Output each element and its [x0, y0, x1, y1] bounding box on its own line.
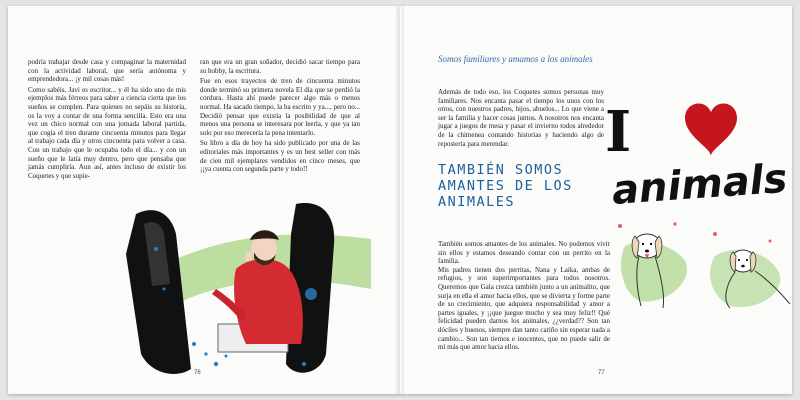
paragraph: ran que era un gran soñador, decidió sacar tiempo para su hobby, la escritura.: [200, 58, 360, 75]
heart-icon: [685, 103, 737, 156]
page-number: 77: [598, 370, 605, 376]
section-subtitle: Somos familiares y amamos a los animales: [438, 54, 593, 64]
section-title: TAMBIÉN SOMOS AMANTES DE LOS ANIMALES: [438, 162, 573, 210]
paragraph: podría trabajar desde casa y compaginar la maternidad con la actividad laboral, que sería autónoma y emprendedora... ¡y mil cosas más!: [28, 58, 186, 84]
paragraph: Como sabéis, Javi es escritor... y él ha sido uno de mis ejemplos más férreos para saber a ciencia cierta que los sueños se cumplen. Para quienes no sepáis su historia, os la voy a contar de una forma sencilla. Esto era una vez un chico normal con una jornada laboral partida, que cogía el tren durante cincuenta minutos para llegar al trabajo cada día y otros cincuenta para volver a casa. Con un trabajo que le ocupaba todo el día... y con un sueño que le latía muy dentro, pero que pensaba que jamás cumpliría. Aun así, antes incluso de existir los Coquetes y que supie-: [28, 85, 186, 180]
paragraph: Fue en esos trayectos de tren de cincuenta minutos donde terminó su primera novela El día que se perdió la cordura. Hasta ahí puede parecer algo más o menos normal. Ha sacado tiempo, la ha escrito y ya..., pero no... Decidió pensar que existía la posibilidad de que al menos una persona se interesara por leerla, y que ya tan solo por eso merecería la pena intentarlo.: [200, 77, 360, 137]
man-on-train-illustration: [96, 194, 371, 384]
book-gutter: [396, 6, 404, 394]
left-column-1: [28, 58, 186, 182]
paragraph: También somos amantes de los animales. No podemos vivir sin ellos y estamos deseando contar con un perrito en la familia.: [438, 240, 610, 266]
page-number: 76: [194, 370, 201, 376]
left-column-2: [200, 58, 360, 176]
right-page: [400, 6, 792, 394]
intro-paragraph: Además de todo eso, los Coquetes somos personas muy familiares. Nos encanta pasar el tiempo los unos con los otros, con nuestros padres, hijos, abuelos... Lo que viene a ser la familia y hacer cosas juntos. A nosotros nos encanta jugar a juegos de mesa y pasar el invierno todos alrededor de la chimenea contando historias y haciendo algo de repostería para merendar.: [438, 88, 604, 148]
left-page: [8, 6, 400, 394]
paragraph: Su libro a día de hoy ha sido publicado por una de las editoriales más importantes y es un best seller con más de cien mil ejemplares vendidos en cinco meses, que ¡¡ya cuenta con segunda parte y todo!!: [200, 139, 360, 174]
i-love-animals-illustration: [605, 96, 792, 321]
animals-word: animals: [610, 155, 789, 214]
i-letter: I: [605, 99, 632, 165]
body-text: [438, 240, 610, 352]
paragraph: Mis padres tienen dos perritas, Nana y Laika, ambas de refugios, y son superimportantes para todos nosotros. Queremos que Gala crezca también junto a un animalito, que surja en ella el amor hacia ellos, que se divierta y forme parte de su crecimiento, que adquiera responsabilidad y amor a partes iguales, y ¡¡que juegue mucho y sea muy feliz!! Qué felicidad pueden darnos los animales, ¿¿verdad?? Son tan dóciles y buenos, siempre dan tanto cariño sin esperar nada a cambio... Son tan tiernos e inocentes, que no puede salir de mí más que amor hacia ellos.: [438, 265, 611, 352]
